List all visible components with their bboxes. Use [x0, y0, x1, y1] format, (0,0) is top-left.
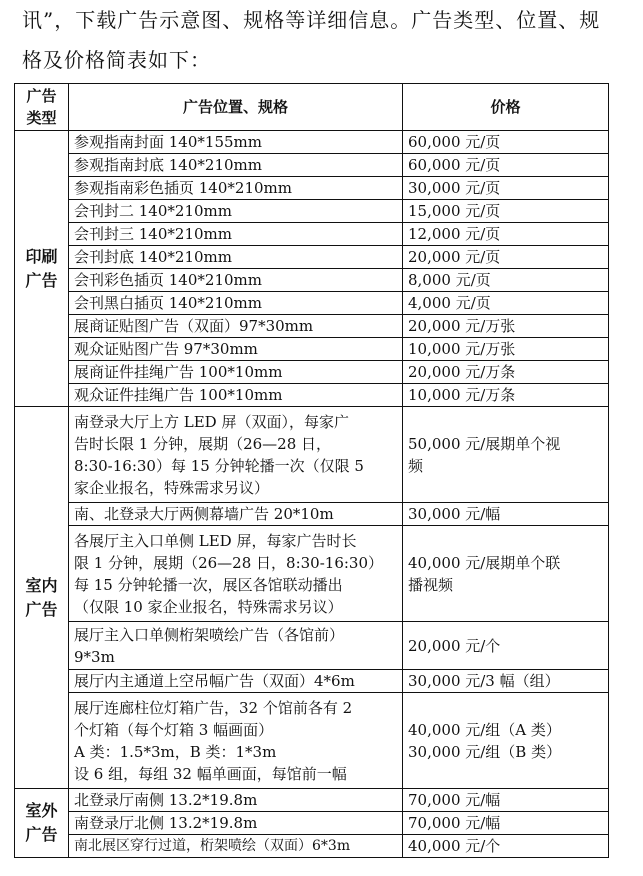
table-row: [15, 835, 609, 858]
header-position: 广告位置、规格: [69, 84, 403, 131]
position-cell: 参观指南封底 140*210mm: [69, 154, 403, 177]
price-cell: 10,000 元/万条: [403, 384, 609, 407]
table-row: [15, 693, 609, 789]
intro-paragraph: [22, 0, 622, 80]
table-row: [15, 246, 609, 269]
table-row: [15, 338, 609, 361]
position-cell: 南登录大厅上方 LED 屏（双面），每家广 告时长限 1 分钟，展期（26—28 日， 8:30-16:30）每 15 分钟轮播一次（仅限 5 家企业报名，特殊需求另议）: [69, 407, 403, 503]
price-cell: 40,000 元/组（A 类） 30,000 元/组（B 类）: [403, 693, 609, 789]
position-cell: 北登录厅南侧 13.2*19.8m: [69, 789, 403, 812]
intro-line-2: 格及价格简表如下：: [22, 48, 211, 72]
table-row: [15, 622, 609, 670]
price-cell: 40,000 元/个: [403, 835, 609, 858]
position-cell: 展厅内主通道上空吊幅广告（双面）4*6m: [69, 670, 403, 693]
table-row: [15, 670, 609, 693]
category-print: 印刷 广告: [15, 131, 69, 407]
price-cell: 20,000 元/页: [403, 246, 609, 269]
price-cell: 15,000 元/页: [403, 200, 609, 223]
table-row: [15, 223, 609, 246]
position-cell: 南登录厅北侧 13.2*19.8m: [69, 812, 403, 835]
position-cell: 观众证件挂绳广告 100*10mm: [69, 384, 403, 407]
position-cell: 南北展区穿行过道，桁架喷绘（双面）6*3m: [69, 835, 403, 858]
intro-line-1: 讯”，下载广告示意图、规格等详细信息。广告类型、位置、规: [22, 8, 601, 32]
table-row: [15, 269, 609, 292]
table-row: [15, 154, 609, 177]
price-cell: 10,000 元/万张: [403, 338, 609, 361]
table-row: [15, 177, 609, 200]
price-cell: 60,000 元/页: [403, 154, 609, 177]
position-cell: 会刊封三 140*210mm: [69, 223, 403, 246]
price-cell: 40,000 元/展期单个联 播视频: [403, 526, 609, 622]
price-cell: 70,000 元/幅: [403, 789, 609, 812]
position-cell: 会刊黑白插页 140*210mm: [69, 292, 403, 315]
position-cell: 参观指南彩色插页 140*210mm: [69, 177, 403, 200]
position-cell: 展厅主入口单侧桁架喷绘广告（各馆前） 9*3m: [69, 622, 403, 670]
price-cell: 30,000 元/3 幅（组）: [403, 670, 609, 693]
price-cell: 60,000 元/页: [403, 131, 609, 154]
price-cell: 8,000 元/页: [403, 269, 609, 292]
position-cell: 会刊封二 140*210mm: [69, 200, 403, 223]
position-cell: 会刊封底 140*210mm: [69, 246, 403, 269]
ad-price-table: [14, 83, 609, 858]
position-cell: 会刊彩色插页 140*210mm: [69, 269, 403, 292]
price-cell: 20,000 元/万张: [403, 315, 609, 338]
table-row: [15, 315, 609, 338]
price-cell: 30,000 元/幅: [403, 503, 609, 526]
category-indoor: 室内 广告: [15, 407, 69, 789]
position-cell: 观众证贴图广告 97*30mm: [69, 338, 403, 361]
price-cell: 20,000 元/个: [403, 622, 609, 670]
position-cell: 展厅连廊柱位灯箱广告，32 个馆前各有 2 个灯箱（每个灯箱 3 幅画面） A 类：1.5*3m，B 类：1*3m 设 6 组，每组 32 幅单画面，每馆前一幅: [69, 693, 403, 789]
price-cell: 4,000 元/页: [403, 292, 609, 315]
table-row: [15, 407, 609, 503]
price-cell: 12,000 元/页: [403, 223, 609, 246]
position-cell: 参观指南封面 140*155mm: [69, 131, 403, 154]
table-row: [15, 812, 609, 835]
price-cell: 70,000 元/幅: [403, 812, 609, 835]
position-cell: 展商证贴图广告（双面）97*30mm: [69, 315, 403, 338]
table-row: [15, 131, 609, 154]
table-row: [15, 292, 609, 315]
position-cell: 南、北登录大厅两侧幕墙广告 20*10m: [69, 503, 403, 526]
category-outdoor: 室外 广告: [15, 789, 69, 858]
price-cell: 20,000 元/万条: [403, 361, 609, 384]
header-price: 价格: [403, 84, 609, 131]
table-row: [15, 503, 609, 526]
position-cell: 各展厅主入口单侧 LED 屏，每家广告时长 限 1 分钟，展期（26—28 日，8:30-16:30） 每 15 分钟轮播一次，展区各馆联动播出 （仅限 10 家企业报名，特殊需求另议）: [69, 526, 403, 622]
table-row: [15, 384, 609, 407]
position-cell: 展商证件挂绳广告 100*10mm: [69, 361, 403, 384]
table-header-row: [15, 84, 609, 131]
table-row: [15, 361, 609, 384]
table-row: [15, 526, 609, 622]
table-row: [15, 200, 609, 223]
header-type: 广告 类型: [15, 84, 69, 131]
price-cell: 30,000 元/页: [403, 177, 609, 200]
price-cell: 50,000 元/展期单个视 频: [403, 407, 609, 503]
table-row: [15, 789, 609, 812]
